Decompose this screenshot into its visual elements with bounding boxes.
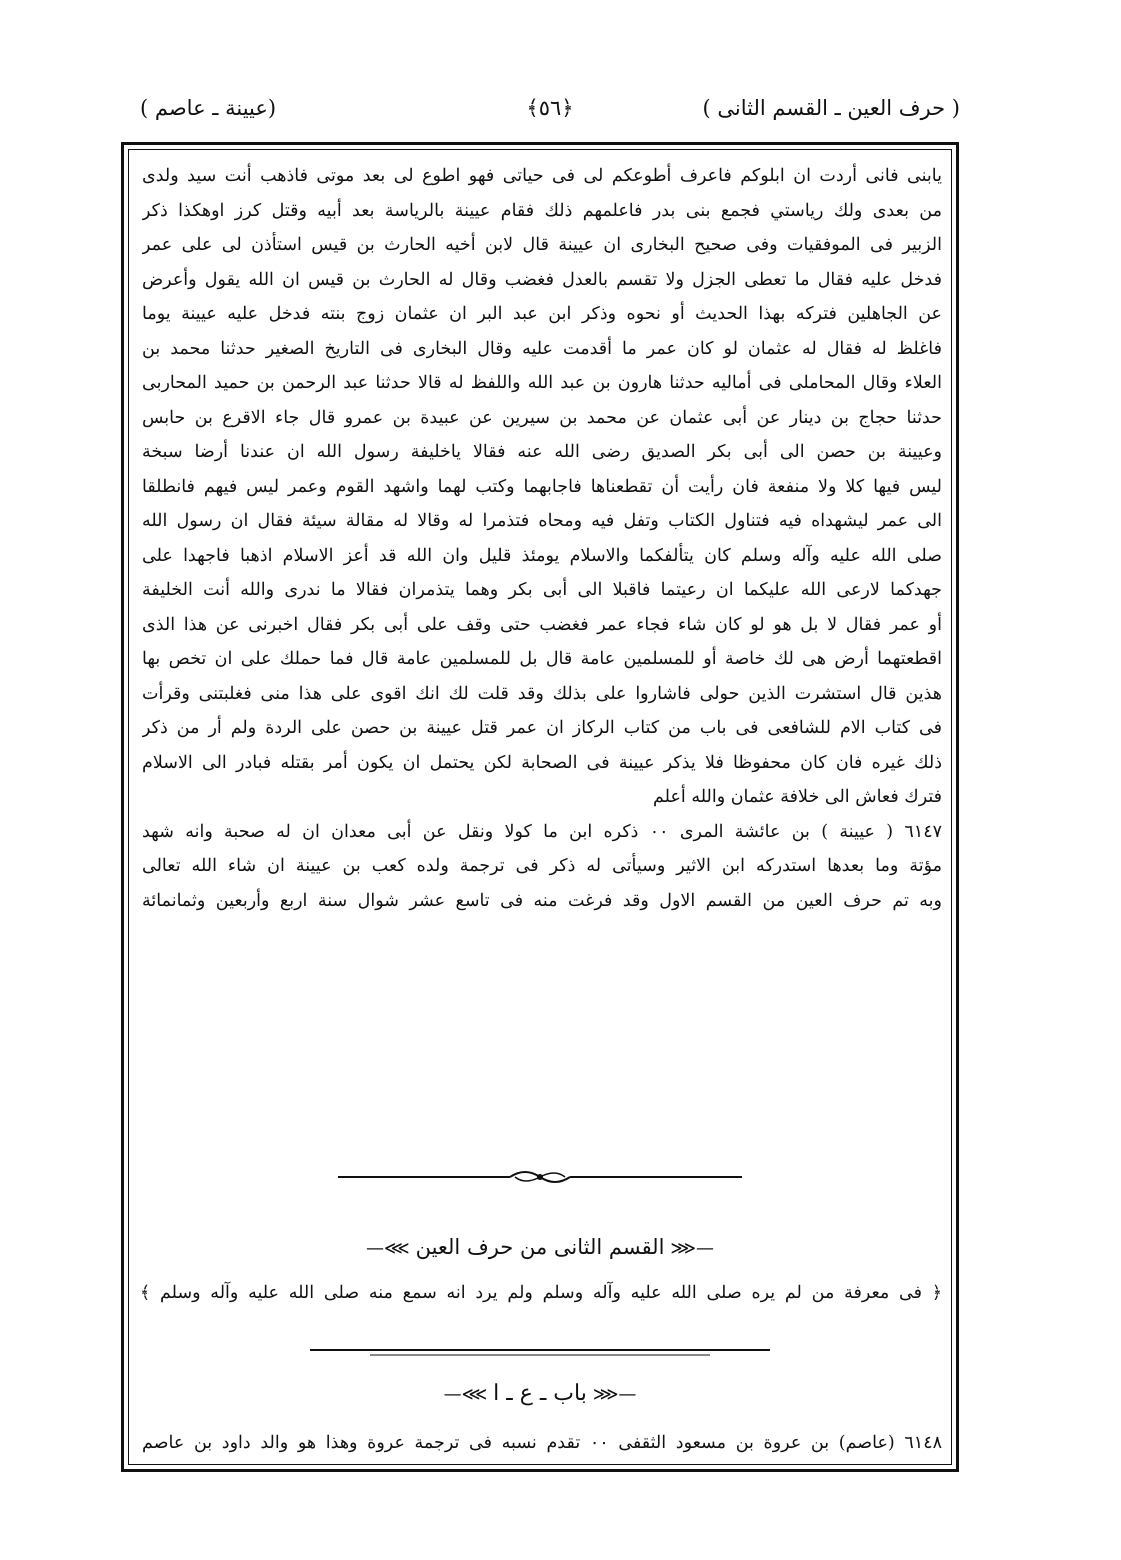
entry-6148-line: ٦١٤٨ (عاصم) بن عروة بن مسعود الثقفى ٠٠ تقدم نسبه فى ترجمة عروة وهذا هو والد داود بن عاصم	[142, 1433, 942, 1453]
text-line: جهدكما لارعى الله عليكما ان رعيتما فاقبلا الى أبى بكر وهما يتذمران فقالا ما ندرى والله أنت الخليفة	[142, 580, 942, 600]
chapter-heading	[124, 1381, 956, 1406]
flourish-icon: —⋘	[670, 1238, 715, 1259]
divider-ornament	[124, 1165, 956, 1193]
text-line: أو عمر فقال لا بل هو لو كان شاء فجاء عمر فغضب حتى وقف على أبى بكر فقال اخبرنى عن هذا الذى	[142, 614, 942, 635]
text-line: الى عمر ليشهداه فيه فتناول الكتاب وتفل فيه ومحاه فتذمرا له وقالا له مقالة سيئة فقال ان رسول الله	[142, 511, 942, 531]
page-number: ﴿٥٦﴾	[526, 96, 574, 120]
text-line: وعيينة بن حصن الى أبى بكر الصديق رضى الله عنه فقالا ياخليفة رسول الله ان عندنا أرضا سبخة	[142, 442, 942, 462]
text-line: ذلك غيره فان كان محفوظا فلا يذكر عيينة فى الصحابة لكن يحتمل ان يكون أمر بقتله فبادر الى الاسلام	[142, 752, 942, 773]
text-line: فترك فعاش الى خلافة عثمان والله أعلم	[653, 787, 942, 807]
header-entries: (عيينة ـ عاصم )	[140, 96, 277, 120]
text-line: فاغلظ له فقال له عثمان لو كان عمر ما أقدمت عليه وقال البخارى فى التاريخ الصغير حدثنا محمد بن	[142, 338, 942, 359]
entry-6147-line: ٦١٤٧ ( عيينة ) بن عائشة المرى ٠٠ ذكره ابن ما كولا ونقل عن أبى معدان ان له صحبة وانه شهد	[142, 821, 942, 842]
flourish-icon: ⋙—	[365, 1238, 410, 1259]
colophon-line: وبه تم حرف العين من القسم الاول وقد فرغت منه فى تاسع عشر شوال سنة اربع وأربعين وثمانمائة	[142, 890, 942, 911]
text-line: ليس فيها كلا ولا منفعة فان رأيت أن تقطعناها فاجابهما وكتب لهما واشهد القوم وعمر ليس فيهم فانطلقا	[142, 476, 942, 497]
section-title-text: القسم الثانى من حرف العين	[415, 1235, 665, 1259]
text-line: هذين قال استشرت الذين حولى فاشاروا على بذلك وقد قلت لك انك اقوى على هذا منى فغلبتنى وقرأت	[142, 683, 942, 704]
flourish-icon: ⋙—	[443, 1384, 488, 1405]
section-subtitle: ﴿ فى معرفة من لم يره صلى الله عليه وآله وسلم ولم يرد انه سمع منه صلى الله عليه وآله وسلم ﴾	[140, 1283, 942, 1303]
chapter-heading-text: باب ـ ع ـ ا	[493, 1381, 587, 1406]
page-frame	[121, 142, 959, 1472]
flourish-icon: —⋘	[592, 1384, 637, 1405]
section-title	[124, 1235, 956, 1259]
text-line: اقطعتهما أرض هى لك خاصة أو للمسلمين عامة قال بل للمسلمين عامة قال فما حملك على ان تخص بها	[142, 649, 942, 669]
text-line: فدخل عليه فقال ما تعطى الجزل ولا تقسم بالعدل فغضب وقال له الحارث بن قيس ان الله يقول وأعرض	[142, 269, 942, 290]
header-chapter: ( حرف العين ـ القسم الثانى )	[702, 96, 960, 120]
text-line: من بعدى ولك رياستي فجمع بنى بدر فاعلمهم ذلك فقام عيينة بالرياسة بعد أبيه وقتل كرز اوهكذا ذكر	[142, 200, 942, 221]
text-line: حدثنا حجاج بن دينار عن أبى عثمان عن محمد بن سيرين عن عبيدة بن عمرو قال جاء الاقرع بن حابس	[142, 407, 942, 428]
entry-6147-line: مؤتة وما بعدها استدركه ابن الاثير وسيأتى له ذكر فى ترجمة ولده كعب بن عيينة ان شاء الله تعالى	[142, 856, 942, 876]
text-line: الزبير فى الموفقيات وفى صحيح البخارى ان عيينة قال لابن أخيه الحارث بن قيس استأذن لى على عمر	[142, 235, 942, 255]
page-header	[140, 96, 960, 136]
text-line: فى كتاب الام للشافعى فى باب من كتاب الركاز ان عمر قتل عيينة بن حصن على الردة ولم أر من ذكر	[142, 718, 942, 738]
divider-line	[124, 1343, 956, 1362]
main-text	[142, 159, 942, 918]
text-line: يابنى فانى أردت ان ابلوكم فاعرف أطوعكم لى فى حياتى فهو اطوع لى بعد موتى فاذهب أنت سيد ولدى	[142, 166, 942, 186]
text-line: عن الجاهلين فتركه بهذا الحديث أو نحوه وذكر ابن عبد البر ان عثمان زوج بنته فدخل عليه عيينة يوما	[142, 304, 942, 324]
text-line: العلاء وقال المحاملى فى أماليه حدثنا هارون بن عبد الله واللفظ له قالا حدثنا عبد الرحمن بن حميد المحاربى	[142, 373, 942, 393]
text-line: صلى الله عليه وآله وسلم كان يتألفكما والاسلام يومئذ قليل وان الله قد أعز الاسلام اذهبا فاجهدا على	[142, 545, 942, 566]
